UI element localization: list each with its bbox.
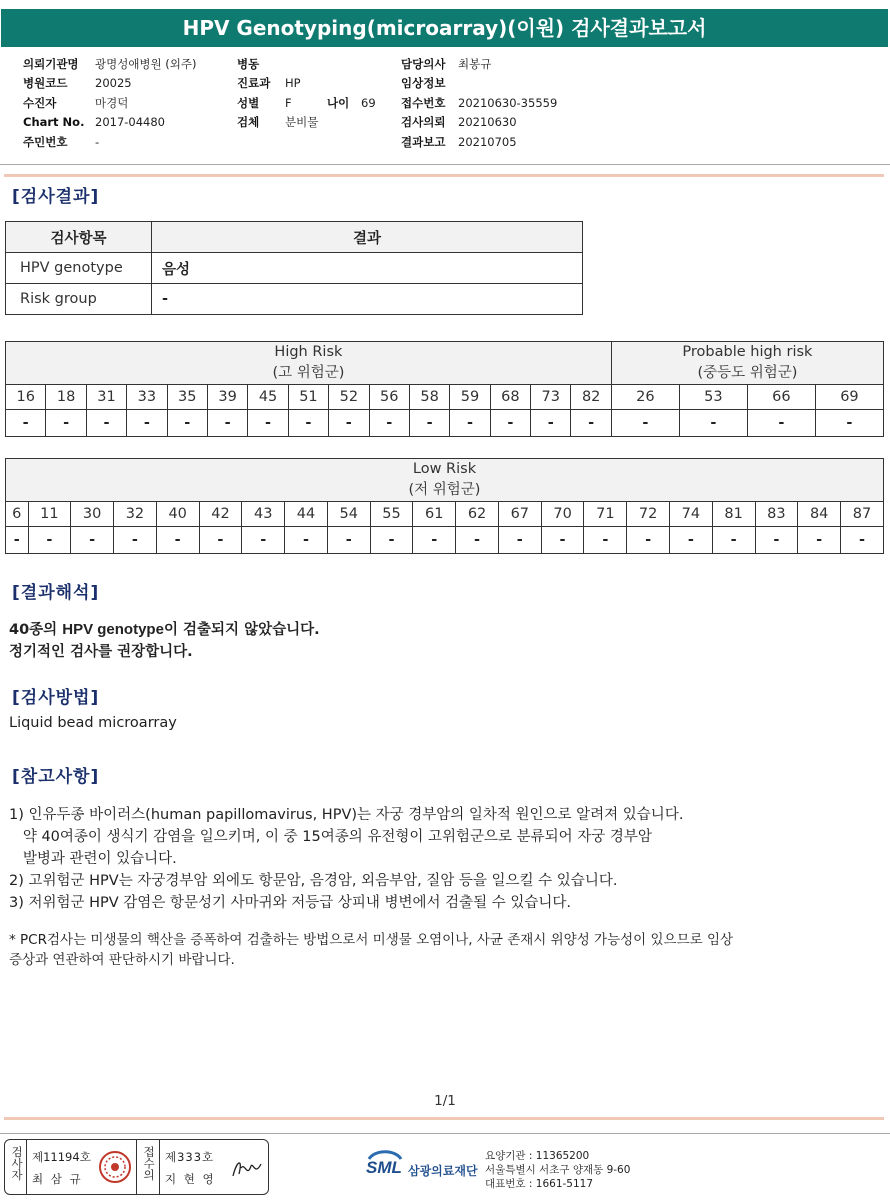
info-value: 20210705 bbox=[458, 134, 517, 149]
interpretation-line-2: 정기적인 검사를 권장합니다. bbox=[9, 644, 193, 660]
result-table bbox=[5, 221, 583, 315]
divider bbox=[4, 174, 884, 177]
org-address: 서울특별시 서초구 양재동 9-60 bbox=[485, 1164, 631, 1176]
info-value: 마경덕 bbox=[95, 95, 129, 110]
reference-line: 발병과 관련이 있습니다. bbox=[9, 851, 177, 867]
note-line: 증상과 연관하여 판단하시기 바랍니다. bbox=[9, 952, 235, 968]
genotype-cell: 42 bbox=[199, 502, 242, 527]
low-risk-header bbox=[6, 459, 884, 502]
reference-list bbox=[9, 804, 683, 914]
info-value: 최봉규 bbox=[458, 57, 492, 71]
genotype-result-cell: - bbox=[541, 527, 584, 554]
genotype-result-cell: - bbox=[669, 527, 712, 554]
low-risk-subtitle: (저 위험군) bbox=[408, 482, 481, 498]
info-value: 분비물 bbox=[285, 115, 319, 130]
genotype-cell: 40 bbox=[156, 502, 199, 527]
info-value: 광명성애병원 (외주) bbox=[95, 57, 197, 71]
genotype-cell: 59 bbox=[450, 385, 490, 410]
info-label: 검체 bbox=[237, 115, 260, 130]
info-row bbox=[237, 94, 376, 113]
genotype-cell: 45 bbox=[248, 385, 288, 410]
genotype-cell: 30 bbox=[71, 502, 114, 527]
divider bbox=[26, 1140, 27, 1194]
section-title-result: [검사결과] bbox=[12, 187, 100, 207]
info-label: 결과보고 bbox=[401, 134, 446, 149]
info-row bbox=[401, 113, 557, 132]
genotype-result-cell: - bbox=[409, 410, 449, 437]
genotype-cell: 54 bbox=[327, 502, 370, 527]
genotype-result-cell: - bbox=[207, 410, 247, 437]
genotype-result-cell: - bbox=[712, 527, 755, 554]
genotype-cell: 83 bbox=[755, 502, 798, 527]
genotype-result-cell: - bbox=[370, 527, 413, 554]
genotype-result-cell: - bbox=[86, 410, 126, 437]
genotype-result-cell: - bbox=[611, 410, 679, 437]
high-risk-title: High Risk bbox=[274, 344, 343, 360]
genotype-cell: 87 bbox=[841, 502, 884, 527]
genotype-result-cell: - bbox=[679, 410, 747, 437]
genotype-cell: 35 bbox=[167, 385, 207, 410]
table-row bbox=[6, 284, 583, 315]
info-value: 20210630-35559 bbox=[458, 95, 558, 110]
interpretation-bold: HPV genotype bbox=[62, 621, 164, 638]
genotype-result-cell: - bbox=[127, 410, 167, 437]
genotype-result-cell: - bbox=[6, 410, 46, 437]
genotype-cell: 44 bbox=[285, 502, 328, 527]
result-item: HPV genotype bbox=[6, 253, 152, 284]
genotype-result-cell: - bbox=[369, 410, 409, 437]
info-row bbox=[237, 113, 376, 132]
info-value: 20210630 bbox=[458, 115, 517, 130]
genotype-cell: 61 bbox=[413, 502, 456, 527]
info-row bbox=[23, 74, 197, 93]
org-name: 삼광의료재단 bbox=[408, 1164, 478, 1178]
genotype-cell: 31 bbox=[86, 385, 126, 410]
genotype-result-cell: - bbox=[571, 410, 611, 437]
genotype-result-cell: - bbox=[285, 527, 328, 554]
genotype-cell: 67 bbox=[498, 502, 541, 527]
interpretation-suffix: 이 검출되지 않았습니다. bbox=[163, 622, 320, 638]
divider bbox=[159, 1140, 160, 1194]
info-row bbox=[401, 133, 557, 152]
genotype-cell: 81 bbox=[712, 502, 755, 527]
genotype-cell: 66 bbox=[747, 385, 815, 410]
genotype-result-cell: - bbox=[413, 527, 456, 554]
info-label: 의뢰기관명 bbox=[23, 57, 79, 71]
genotype-cell: 84 bbox=[798, 502, 841, 527]
genotype-result-cell: - bbox=[490, 410, 530, 437]
genotype-cell: 73 bbox=[531, 385, 571, 410]
genotype-cell: 6 bbox=[6, 502, 29, 527]
info-row bbox=[401, 74, 557, 93]
tester-seal-icon bbox=[98, 1150, 132, 1184]
genotype-cell: 53 bbox=[679, 385, 747, 410]
tester-label: 검사자 bbox=[10, 1146, 24, 1181]
tester-license: 제11194호 bbox=[32, 1150, 91, 1164]
genotype-result-cell: - bbox=[815, 410, 883, 437]
genotype-result-cell: - bbox=[329, 410, 369, 437]
confirm-name: 지 현 영 bbox=[165, 1172, 216, 1186]
genotype-result-cell: - bbox=[747, 410, 815, 437]
genotype-result-cell: - bbox=[6, 527, 29, 554]
table-row bbox=[6, 253, 583, 284]
reference-line: 1) 인유두종 바이러스(human papillomavirus, HPV)는 자궁 경부암의 일차적 원인으로 알려져 있습니다. bbox=[9, 807, 684, 823]
info-value: - bbox=[95, 134, 100, 149]
genotype-cell: 32 bbox=[114, 502, 157, 527]
confirm-license: 제333호 bbox=[165, 1150, 215, 1164]
genotype-cell: 52 bbox=[329, 385, 369, 410]
genotype-cell: 18 bbox=[46, 385, 86, 410]
section-title-method: [검사방법] bbox=[12, 688, 100, 708]
info-label: 접수번호 bbox=[401, 95, 446, 110]
genotype-cell: 68 bbox=[490, 385, 530, 410]
genotype-result-cell: - bbox=[167, 410, 207, 437]
info-label: 담당의사 bbox=[401, 57, 446, 71]
method-text: Liquid bead microarray bbox=[9, 715, 177, 731]
interpretation-line-1 bbox=[9, 618, 320, 639]
info-value: 2017-04480 bbox=[95, 115, 165, 130]
info-label: 검사의뢰 bbox=[401, 115, 446, 130]
genotype-cell: 33 bbox=[127, 385, 167, 410]
logo-text: SML bbox=[366, 1158, 402, 1177]
info-column-2 bbox=[237, 55, 376, 133]
genotype-cell: 72 bbox=[627, 502, 670, 527]
high-risk-table bbox=[5, 341, 884, 437]
genotype-cell: 11 bbox=[28, 502, 71, 527]
info-row bbox=[23, 94, 197, 113]
info-label: 병동 bbox=[237, 57, 260, 71]
genotype-cell: 43 bbox=[242, 502, 285, 527]
low-risk-title: Low Risk bbox=[412, 461, 477, 477]
genotype-result-cell: - bbox=[584, 527, 627, 554]
org-code: 요양기관 : 11365200 bbox=[485, 1150, 590, 1162]
genotype-cell: 39 bbox=[207, 385, 247, 410]
genotype-result-cell: - bbox=[456, 527, 499, 554]
genotype-cell: 82 bbox=[571, 385, 611, 410]
genotype-result-cell: - bbox=[248, 410, 288, 437]
age-label: 나이 bbox=[327, 95, 350, 110]
genotype-cell: 16 bbox=[6, 385, 46, 410]
genotype-result-cell: - bbox=[28, 527, 71, 554]
probable-risk-title: Probable high risk bbox=[682, 344, 813, 360]
info-column-1 bbox=[23, 55, 197, 152]
probable-risk-subtitle: (중등도 위험군) bbox=[697, 365, 798, 381]
info-label: 임상정보 bbox=[401, 76, 446, 91]
genotype-cell: 71 bbox=[584, 502, 627, 527]
info-label: 수진자 bbox=[23, 95, 57, 110]
info-label: 병원코드 bbox=[23, 76, 68, 91]
note-line: * PCR검사는 미생물의 핵산을 증폭하여 검출하는 방법으로서 미생물 오염이나, 사균 존재시 위양성 가능성이 있으므로 임상 bbox=[9, 932, 734, 948]
genotype-result-cell: - bbox=[755, 527, 798, 554]
reference-line: 3) 저위험군 HPV 감염은 항문성기 사마귀와 저등급 상피내 병변에서 검출될 수 있습니다. bbox=[9, 895, 571, 911]
info-row bbox=[237, 55, 376, 74]
signature-box bbox=[4, 1139, 269, 1195]
probable-risk-header bbox=[611, 342, 883, 385]
genotype-result-cell: - bbox=[46, 410, 86, 437]
info-row bbox=[23, 113, 197, 132]
high-risk-header bbox=[6, 342, 612, 385]
info-row bbox=[237, 74, 376, 93]
result-value: 음성 bbox=[152, 253, 583, 284]
genotype-cell: 62 bbox=[456, 502, 499, 527]
divider bbox=[0, 1133, 890, 1134]
divider bbox=[136, 1140, 137, 1194]
confirm-label: 접수의 bbox=[142, 1146, 156, 1181]
genotype-cell: 56 bbox=[369, 385, 409, 410]
info-value: HP bbox=[285, 76, 301, 91]
info-row bbox=[23, 55, 197, 74]
genotype-result-cell: - bbox=[798, 527, 841, 554]
genotype-result-cell: - bbox=[841, 527, 884, 554]
genotype-cell: 58 bbox=[409, 385, 449, 410]
reference-line: 2) 고위험군 HPV는 자궁경부암 외에도 항문암, 음경암, 외음부암, 질암 등을 일으킬 수 있습니다. bbox=[9, 873, 618, 889]
genotype-cell: 55 bbox=[370, 502, 413, 527]
result-value: - bbox=[152, 284, 583, 315]
section-title-reference: [참고사항] bbox=[12, 767, 100, 787]
info-label: 성별 bbox=[237, 95, 260, 110]
info-row bbox=[401, 94, 557, 113]
genotype-result-cell: - bbox=[627, 527, 670, 554]
info-value: 20025 bbox=[95, 76, 132, 91]
genotype-result-cell: - bbox=[498, 527, 541, 554]
info-value: F bbox=[285, 95, 292, 110]
result-header-item: 검사항목 bbox=[6, 222, 152, 253]
info-row bbox=[23, 133, 197, 152]
genotype-result-cell: - bbox=[114, 527, 157, 554]
genotype-cell: 74 bbox=[669, 502, 712, 527]
genotype-result-cell: - bbox=[242, 527, 285, 554]
genotype-result-cell: - bbox=[288, 410, 328, 437]
org-info bbox=[485, 1149, 630, 1191]
info-label: 진료과 bbox=[237, 76, 271, 91]
high-risk-subtitle: (고 위험군) bbox=[272, 365, 345, 381]
divider bbox=[0, 164, 890, 165]
signature-icon bbox=[227, 1154, 267, 1184]
divider bbox=[4, 1117, 884, 1120]
info-label: 주민번호 bbox=[23, 134, 68, 149]
info-label: Chart No. bbox=[23, 115, 85, 130]
section-title-interpretation: [결과해석] bbox=[12, 583, 100, 603]
low-risk-table bbox=[5, 458, 884, 554]
info-row bbox=[401, 55, 557, 74]
genotype-cell: 51 bbox=[288, 385, 328, 410]
note bbox=[9, 930, 733, 970]
reference-line: 약 40여종이 생식기 감염을 일으키며, 이 중 15여종의 유전형이 고위험군으로 분류되어 자궁 경부암 bbox=[9, 829, 652, 845]
result-item: Risk group bbox=[6, 284, 152, 315]
result-header-result: 결과 bbox=[152, 222, 583, 253]
genotype-cell: 26 bbox=[611, 385, 679, 410]
genotype-result-cell: - bbox=[327, 527, 370, 554]
tester-name: 최 삼 규 bbox=[32, 1172, 83, 1186]
report-title: HPV Genotyping(microarray)(이원) 검사결과보고서 bbox=[1, 9, 888, 47]
genotype-cell: 70 bbox=[541, 502, 584, 527]
page-number: 1/1 bbox=[434, 1093, 456, 1109]
info-column-3 bbox=[401, 55, 557, 152]
genotype-result-cell: - bbox=[450, 410, 490, 437]
interpretation-prefix: 40종의 bbox=[9, 622, 63, 638]
org-phone: 대표번호 : 1661-5117 bbox=[485, 1178, 594, 1190]
genotype-result-cell: - bbox=[531, 410, 571, 437]
genotype-result-cell: - bbox=[156, 527, 199, 554]
genotype-result-cell: - bbox=[71, 527, 114, 554]
org-logo bbox=[366, 1147, 404, 1185]
genotype-result-cell: - bbox=[199, 527, 242, 554]
age-value: 69 bbox=[361, 95, 376, 110]
genotype-cell: 69 bbox=[815, 385, 883, 410]
